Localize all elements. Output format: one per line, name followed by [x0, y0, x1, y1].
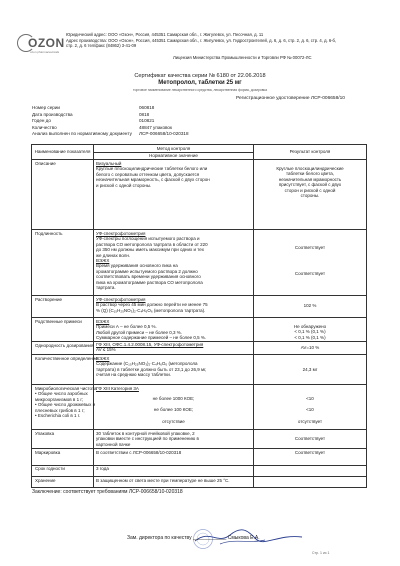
row-indicator: Количественное определение [35, 356, 98, 361]
row-result: Круглые плоскоцилиндрические таблетки белого цвета, незначительная мраморность присутствует, с фаской с двух сторон и риской с одной стороны. [276, 166, 344, 199]
row-result: <10 [306, 396, 314, 401]
row-result: AV=10 % [300, 345, 320, 350]
row-method: 3 года [96, 466, 109, 471]
conclusion-line: Заключение: соответствует требованиям ЛСР-006658/10-020318 [32, 489, 183, 495]
row-divider [32, 429, 366, 430]
address-line: Адрес производства: ООО «Озон», Россия, 445351 Самарская обл., г. Жигулевск, ул. Гидростроителей, д. 6, д. 6, стр. 2, д. 6, стр. 4, д. 6-б, [66, 37, 337, 43]
row-method: В соответствии с ЛСР-006658/10-020318 [96, 450, 182, 455]
row-divider [32, 465, 366, 466]
row-result: Соответствует [294, 271, 326, 276]
row-indicator: Однородность дозирования [35, 343, 94, 348]
row-indicator: Упаковка [35, 431, 55, 436]
row-method: не более 1000 КОЕ; [152, 396, 195, 401]
row-method: 30 таблеток в контурной ячейковой упаковке, 2 упаковки вместе с инструкцией по применению в картонной пачке [96, 431, 199, 447]
row-divider [32, 229, 366, 230]
row-divider [32, 354, 366, 355]
row-method: ГФ XIII Категория 3А [96, 386, 139, 391]
company-logo [17, 29, 65, 55]
product-name: Метопролол, таблетки 25 мг [158, 80, 242, 86]
row-divider [32, 384, 366, 385]
row-indicator: Срок годности [35, 466, 65, 471]
row-divider [32, 448, 366, 449]
address-line: стр. 2, д. 6 тел/факс (84862) 3-41-09 [66, 43, 137, 49]
row-result: отсутствует [297, 419, 323, 424]
row-method: УФ-спектрофотометрия В раствор через 45 мин должно перейти не менее 75 % (Q) (C₁₅H₂₅NO₃)₂·C₄H₆O₆ (метопролола тартрата). [96, 297, 208, 313]
info-row: Номер серии 060818 [32, 105, 155, 110]
row-indicator: Хранение [35, 477, 56, 483]
company-address [66, 32, 384, 49]
row-divider [32, 159, 366, 160]
info-row: Количество 48847 упаковок [32, 124, 172, 130]
row-result: Соответствует [294, 436, 326, 441]
header-method: Метод контроля [156, 145, 191, 151]
row-indicator: Растворение [35, 297, 63, 302]
logo-slogan: ozon pharmaceuticals [30, 50, 60, 54]
row-method: не более 100 КОЕ; [153, 407, 194, 412]
column-divider [93, 145, 94, 487]
license-line: Лицензия Министерства Промышленности и Торговли РФ № 00072-ЛС [173, 55, 312, 60]
row-method: ВЭЖХ Примеси А – не более 0,5 %. Любой другой примеси – не более 0,3 %. Суммарное содержание примесей – не более 0,5 %. [96, 319, 207, 341]
row-method: отсутствие [162, 419, 185, 424]
address-line: Юридический адрес: ООО «Озон», Россия, 445351 Самарская обл., г. Жигулевск, ул. Песочная, д. 11 [66, 32, 264, 37]
row-result: Соответствует [294, 245, 326, 250]
row-result: 24,3 мг [302, 367, 318, 372]
row-result: Соответствует [294, 450, 326, 455]
info-row: Дата производства 0818 [32, 111, 150, 117]
info-row: Годен до 010821 [32, 118, 155, 123]
quality-results-table [31, 144, 367, 488]
row-indicator: Описание [35, 161, 56, 166]
row-divider [32, 295, 366, 296]
row-indicator: Подлинность [35, 231, 63, 236]
row-method: ГФ XIII, ОФС.1.4.2.0008.15, УФ-спектрофотометрия AV ≤ 15% [96, 342, 204, 353]
header-norm: Нормативное значение [149, 152, 198, 158]
row-result: 102 % [303, 303, 317, 308]
row-method: ВЭЖХ Содержание (C₁₅H₂₅NO₃)₂·C₄H₆O₆ (метопролола тартрата) в таблетке должно быть от 23,1 до 26,9 мг, считая на среднюю массу таблетки. [96, 356, 207, 378]
page-number: Стр. 1 из 1 [312, 551, 330, 555]
row-result: <10 [306, 407, 314, 412]
logo-wordmark: OZON [28, 36, 65, 50]
certificate-number: Сертификат качества серии № 6180 от 22.06.2018 [134, 73, 266, 79]
row-method: УФ-спектрофотометрия УФ-спектры поглощения испытуемого раствора и раствора СО метопролола тартрата в области от 220 до 350 нм должны иметь максимум при одних и тех же длинах волн. ВЭЖХ Время удерживания основного пика на хроматограмме испытуемого раствора 2 должно соответствовать времени удерживания основного пика на хроматограмме раствора СО метопролола тартрата. [96, 231, 208, 291]
header-indicator: Наименование показателя [34, 149, 91, 154]
row-indicator: Микробиологическая чистота • Общее число аэробных микроорганизмов в 1 г; • Общее число дрожжевых и плесневых грибов в 1 г; • Escherichia coli в 1 г. [35, 386, 97, 419]
product-caption: торговое наименование лекарственного средства, лекарственная форма, дозировка [133, 88, 267, 92]
header-result: Результат контроля [289, 149, 331, 154]
info-row: Анализ выполнен по нормативному документу ЛСР-006658/10-020318 [32, 131, 189, 136]
row-divider [32, 317, 366, 318]
row-indicator: Родственные примеси [35, 319, 82, 324]
row-method: В защищенном от света месте при температуре не выше 25 °С. [96, 477, 230, 483]
row-indicator: Маркировка [35, 450, 61, 455]
row-method: Визуальный Круглые плоскоцилиндрические таблетки белого или белого с сероватым оттенком цвета, допускается незначительная мраморность, с фаской с двух сторон и риской с одной стороны. [96, 161, 210, 188]
signer-line: Зам. директора по качеству ____________ Смыкова Е.А. [127, 535, 260, 541]
row-result: Не обнаружено < 0,1 % (0,1 %) < 0,1 % (0,1 %) [293, 324, 327, 340]
registration-certificate: Регистрационное удостоверение ЛСР-006658/10 [236, 96, 345, 101]
